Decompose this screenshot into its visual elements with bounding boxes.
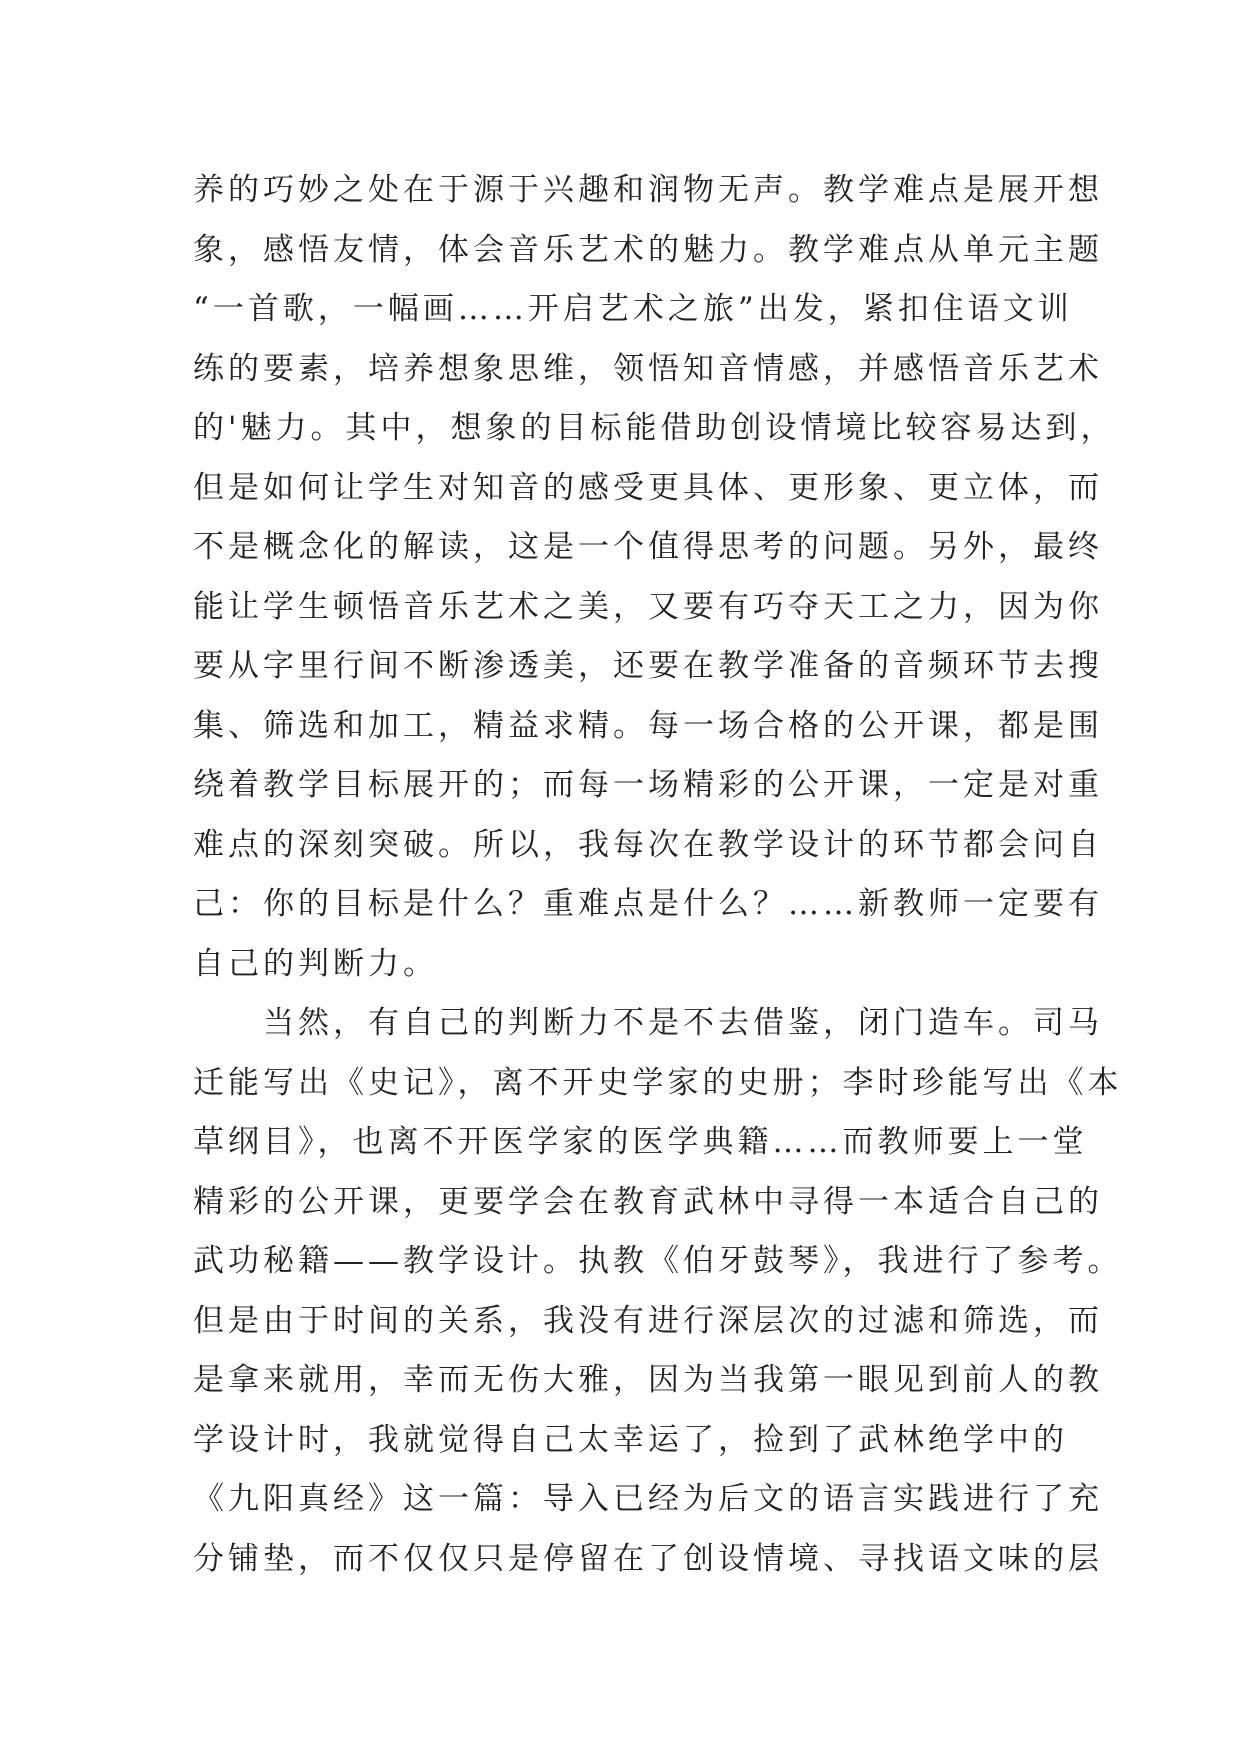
text-line: 象，感悟友情，体会音乐艺术的魅力。教学难点从单元主题 (193, 231, 1103, 268)
text-line: 养的巧妙之处在于源于兴趣和润物无声。教学难点是展开想 (193, 172, 1103, 208)
paragraph (193, 994, 1123, 1589)
text-line: 的'魅力。其中，想象的目标能借助创设情境比较容易达到， (193, 410, 1116, 446)
text-line: 武功秘籍——教学设计。执教《伯牙鼓琴》，我进行了参考。 (193, 1243, 1123, 1279)
text-line: 草纲目》，也离不开医学家的医学典籍……而教师要上一堂 (193, 1124, 1088, 1160)
text-line: 要从字里行间不断渗透美，还要在教学准备的音频环节去搜 (193, 648, 1103, 684)
text-line: 当然，有自己的判断力不是不去借鉴，闭门造车。司马 (263, 1005, 1103, 1041)
paragraph (193, 161, 1116, 994)
text-line: 分铺垫，而不仅仅只是停留在了创设情境、寻找语文味的层 (193, 1540, 1103, 1577)
text-line: 能让学生顿悟音乐艺术之美，又要有巧夺天工之力，因为你 (193, 588, 1103, 625)
text-line: 《九阳真经》这一篇：导入已经为后文的语言实践进行了充 (193, 1481, 1103, 1517)
text-line: 不是概念化的解读，这是一个值得思考的问题。另外，最终 (193, 529, 1103, 565)
text-line: 练的要素，培养想象思维，领悟知音情感，并感悟音乐艺术 (193, 350, 1103, 387)
text-line: 是拿来就用，幸而无伤大雅，因为当我第一眼见到前人的教 (193, 1362, 1103, 1398)
text-line: 学设计时，我就觉得自己太幸运了，捡到了武林绝学中的 (193, 1421, 1068, 1458)
text-line: 绕着教学目标展开的；而每一场精彩的公开课，一定是对重 (193, 767, 1103, 803)
text-line: 集、筛选和加工，精益求精。每一场合格的公开课，都是围 (193, 707, 1103, 744)
text-line: “一首歌，一幅画……开启艺术之旅”出发，紧扣住语文训 (193, 291, 1073, 327)
text-line: 精彩的公开课，更要学会在教育武林中寻得一本适合自己的 (193, 1183, 1103, 1220)
text-line: 难点的深刻突破。所以，我每次在教学设计的环节都会问自 (193, 826, 1103, 863)
text-line: 己：你的目标是什么？重难点是什么？……新教师一定要有 (193, 886, 1103, 922)
text-line: 但是由于时间的关系，我没有进行深层次的过滤和筛选，而 (193, 1302, 1103, 1339)
text-line: 迁能写出《史记》，离不开史学家的史册；李时珍能写出《本 (193, 1064, 1123, 1101)
text-line: 自己的判断力。 (193, 945, 438, 982)
text-line: 但是如何让学生对知音的感受更具体、更形象、更立体，而 (193, 469, 1103, 506)
body-text (193, 161, 1123, 1589)
